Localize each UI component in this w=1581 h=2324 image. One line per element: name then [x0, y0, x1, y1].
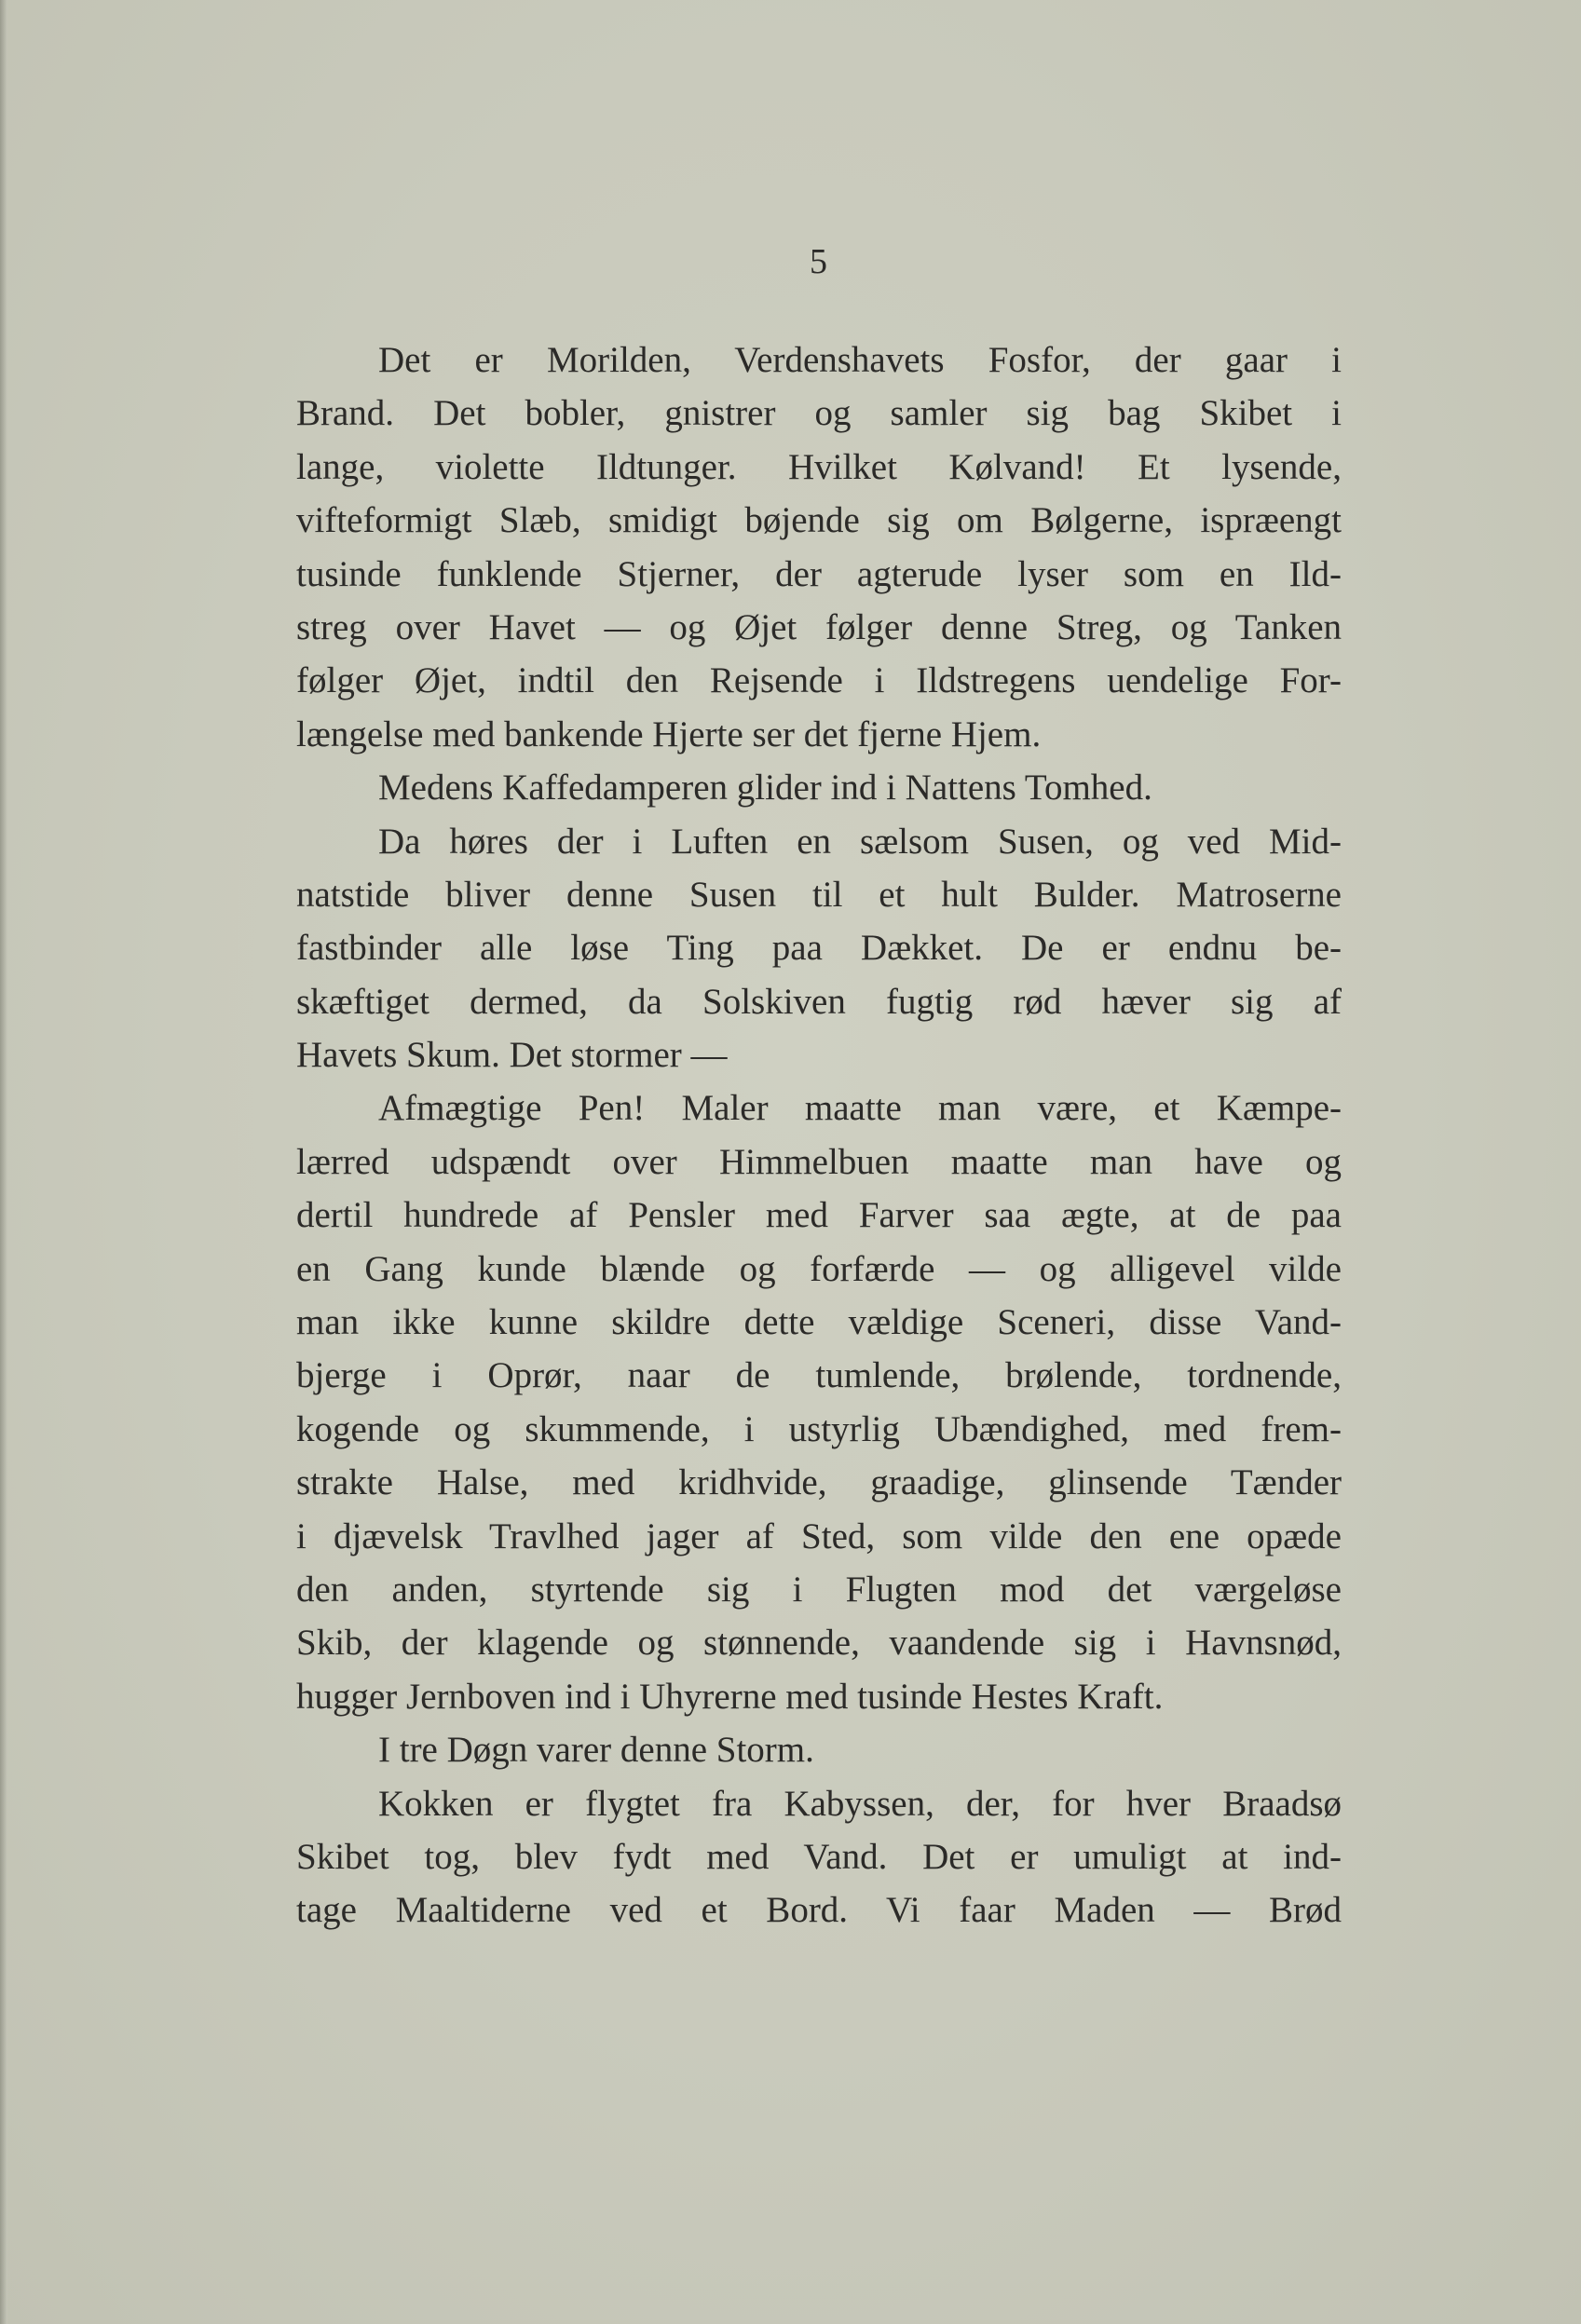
text-line: dertil hundrede af Pensler med Farver saa ægte, at de paa [296, 1195, 1342, 1236]
text-line: Da høres der i Luften en sælsom Susen, og ved Mid- [378, 821, 1342, 862]
text-line: man ikke kunne skildre dette vældige Sceneri, disse Vand- [296, 1302, 1342, 1343]
text-line: Skib, der klagende og stønnende, vaandende sig i Havnsnød, [296, 1623, 1342, 1664]
text-line: vifteformigt Slæb, smidigt bøjende sig om Bølgerne, ispræengt [296, 500, 1342, 541]
text-line: Medens Kaffedamperen glider ind i Nattens Tomhed. [378, 768, 1152, 809]
text-line: følger Øjet, indtil den Rejsende i Ildstregens uendelige For- [296, 660, 1342, 701]
text-line: den anden, styrtende sig i Flugten mod det værgeløse [296, 1569, 1342, 1610]
text-line: tage Maaltiderne ved et Bord. Vi faar Maden — Brød [296, 1890, 1342, 1931]
text-line: fastbinder alle løse Ting paa Dækket. De er endnu be- [296, 928, 1342, 969]
text-line: I tre Døgn varer denne Storm. [378, 1730, 814, 1771]
text-line: Kokken er flygtet fra Kabyssen, der, for hver Braadsø [378, 1783, 1342, 1824]
text-line: kogende og skummende, i ustyrlig Ubændighed, med frem- [296, 1408, 1342, 1449]
text-line: Brand. Det bobler, gnistrer og samler sig bag Skibet i [296, 393, 1342, 434]
text-line: lange, violette Ildtunger. Hvilket Kølvand! Et lysende, [296, 446, 1342, 487]
text-line: bjerge i Oprør, naar de tumlende, brølende, tordnende, [296, 1355, 1342, 1396]
text-line: Afmægtige Pen! Maler maatte man være, et Kæmpe- [378, 1088, 1342, 1129]
text-line: Skibet tog, blev fydt med Vand. Det er umuligt at ind- [296, 1836, 1342, 1877]
text-line: streg over Havet — og Øjet følger denne Streg, og Tanken [296, 606, 1342, 647]
body-text [296, 333, 1342, 1937]
text-line: i djævelsk Travlhed jager af Sted, som vilde den ene opæde [296, 1515, 1342, 1556]
text-line: tusinde funklende Stjerner, der agterude lyser som en Ild- [296, 553, 1342, 594]
page-binding-edge [0, 0, 7, 2324]
text-line: strakte Halse, med kridhvide, graadige, glinsende Tænder [296, 1462, 1342, 1503]
text-line: natstide bliver denne Susen til et hult Bulder. Matroserne [296, 874, 1342, 915]
text-line: hugger Jernboven ind i Uhyrerne med tusinde Hestes Kraft. [296, 1676, 1164, 1717]
text-line: Havets Skum. Det stormer — [296, 1035, 728, 1076]
text-line: Det er Morilden, Verdenshavets Fosfor, der gaar i [378, 340, 1342, 380]
text-line: længelse med bankende Hjerte ser det fjerne Hjem. [296, 714, 1042, 754]
text-line: skæftiget dermed, da Solskiven fugtig rød hæver sig af [296, 981, 1342, 1022]
text-line: en Gang kunde blænde og forfærde — og alligevel vilde [296, 1248, 1342, 1289]
text-line: lærred udspændt over Himmelbuen maatte man have og [296, 1141, 1342, 1182]
page-number: 5 [810, 242, 827, 281]
